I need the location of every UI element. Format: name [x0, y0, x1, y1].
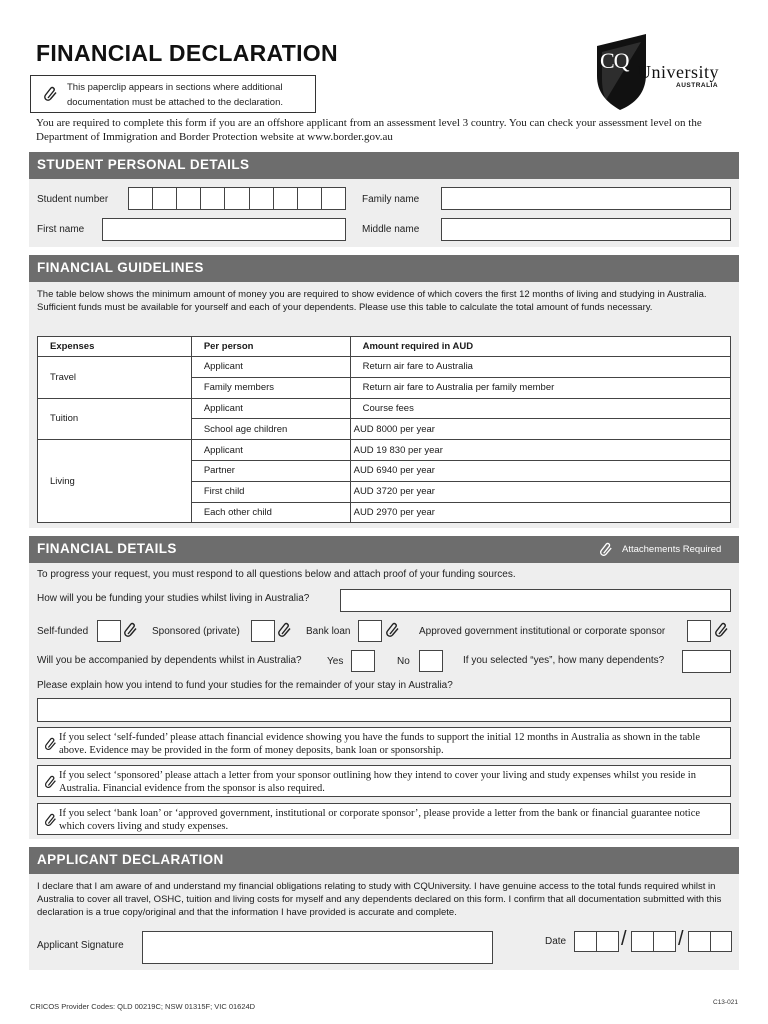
explain-question: Please explain how you intend to fund your studies for the remainder of your stay in Australia? [37, 680, 453, 691]
paperclip-icon [385, 622, 401, 638]
self-funded-note [37, 727, 731, 759]
table-cell: Partner [191, 460, 350, 481]
date-year-field[interactable] [688, 931, 732, 952]
financial-details-intro: To progress your request, you must respond to all questions below and attach proof of your funding sources. [37, 569, 516, 580]
table-row [38, 398, 731, 419]
logo-university-text: University [638, 62, 719, 82]
table-cell: AUD 19 830 per year [350, 440, 730, 461]
bank-loan-checkbox[interactable] [358, 620, 382, 642]
section-heading: FINANCIAL GUIDELINES [37, 260, 204, 275]
expense-group: Living [38, 440, 192, 523]
funding-question: How will you be funding your studies whilst living in Australia? [37, 593, 310, 604]
dependents-yes-checkbox[interactable] [351, 650, 375, 672]
section-guidelines-header [29, 255, 739, 282]
paperclip-icon [277, 622, 293, 638]
dependents-count-field[interactable] [682, 650, 731, 673]
section-student-details-header [29, 152, 739, 179]
section-financial-details-header [29, 536, 739, 563]
paperclip-icon [44, 813, 58, 827]
paperclip-icon [123, 622, 139, 638]
date-label: Date [545, 936, 567, 947]
paperclip-legend-text: This paperclip appears in sections where additional documentation must be attached to the declaration. [67, 82, 283, 108]
note-text: If you select ‘self-funded’ please attach financial evidence showing you have the funds to support the initial 12 months in Australia as shown in the table above. Evidence may be provided in the form of money deposits, bank loan or sponsorship. [59, 732, 701, 756]
section-declaration [29, 874, 739, 970]
page-title: FINANCIAL DECLARATION [36, 40, 338, 66]
guidelines-table [37, 336, 731, 523]
table-cell: Return air fare to Australia [350, 357, 730, 378]
declaration-text: I declare that I am aware of and understand my financial obligations relating to study with CQUniversity. I have genuine access to the total funds required whilst in Australia to cover all travel, OSHC, tuition and living costs for myself and any dependents declared on this form. I confirm that all documentation submitted with this declaration is a true copy/original and that the information I have provided is accurate and complete. [37, 881, 722, 918]
table-cell: Applicant [191, 357, 350, 378]
family-name-label: Family name [362, 194, 420, 205]
funding-answer-field[interactable] [340, 589, 731, 612]
table-cell: Applicant [191, 398, 350, 419]
signature-label: Applicant Signature [37, 940, 124, 951]
note-text: If you select ‘sponsored’ please attach a letter from your sponsor outlining how they intend to cover your living and study expenses whilst you reside in Australia. Financial evidence from the sponsor is also required. [59, 770, 696, 794]
logo-country-text: AUSTRALIA [676, 82, 719, 89]
table-header-row [38, 337, 731, 357]
table-cell: Course fees [350, 398, 730, 419]
self-funded-checkbox[interactable] [97, 620, 121, 642]
section-declaration-header [29, 847, 739, 874]
section-financial-details [29, 563, 739, 839]
cricos-footer: CRICOS Provider Codes: QLD 00219C; NSW 01315F; VIC 01624D [30, 1002, 256, 1011]
note-text: If you select ‘bank loan’ or ‘approved government, institutional or corporate sponsor’, please provide a letter from the bank or financial guarantee notice which covers living and study expenses. [59, 808, 701, 832]
guidelines-text: The table below shows the minimum amount of money you are required to show evidence of which covers the first 12 months of living and studying in Australia. Sufficient funds must be available for yourself and each of your dependents. Please use this table to calculate the total amount of funds necessary. [37, 289, 707, 313]
paperclip-icon [714, 622, 730, 638]
date-month-field[interactable] [631, 931, 676, 952]
bank-loan-label: Bank loan [306, 626, 351, 637]
table-cell: Return air fare to Australia per family member [350, 377, 730, 398]
dependents-no-checkbox[interactable] [419, 650, 443, 672]
paperclip-legend [30, 75, 316, 113]
table-header: Expenses [38, 337, 192, 357]
date-separator: / [678, 928, 684, 950]
self-funded-label: Self-funded [37, 626, 89, 637]
table-cell: AUD 2970 per year [350, 502, 730, 523]
section-heading: FINANCIAL DETAILS [37, 541, 177, 556]
paperclip-icon [599, 542, 614, 557]
no-label: No [397, 656, 410, 667]
signature-field[interactable] [142, 931, 493, 964]
sponsored-checkbox[interactable] [251, 620, 275, 642]
bank-loan-note [37, 803, 731, 835]
attachments-required-label: Attachements Required [622, 544, 722, 555]
yes-label: Yes [327, 656, 344, 667]
approved-sponsor-checkbox[interactable] [687, 620, 711, 642]
middle-name-field[interactable] [441, 218, 731, 241]
explain-answer-field[interactable] [37, 698, 731, 722]
table-header: Per person [191, 337, 350, 357]
date-day-field[interactable] [574, 931, 619, 952]
table-row [38, 440, 731, 461]
table-cell: AUD 8000 per year [350, 419, 730, 440]
student-number-field[interactable] [128, 187, 346, 210]
sponsored-label: Sponsored (private) [152, 626, 240, 637]
section-heading: APPLICANT DECLARATION [37, 852, 224, 867]
first-name-label: First name [37, 224, 85, 235]
section-heading: STUDENT PERSONAL DETAILS [37, 157, 250, 172]
section-student-details [29, 179, 739, 247]
form-code: C13-021 [713, 999, 738, 1006]
first-name-field[interactable] [102, 218, 346, 241]
table-cell: AUD 3720 per year [350, 481, 730, 502]
intro-text: You are required to complete this form if you are an offshore applicant from an assessment level 3 country. You can check your assessment level on the Department of Immigration and Border Protection website at www.border.gov.au [36, 117, 702, 143]
expense-group: Travel [38, 357, 192, 399]
family-name-field[interactable] [441, 187, 731, 210]
paperclip-icon [43, 86, 59, 102]
middle-name-label: Middle name [362, 224, 420, 235]
table-header: Amount required in AUD [350, 337, 730, 357]
how-many-dependents-label: If you selected “yes”, how many dependents? [463, 655, 665, 666]
approved-sponsor-label: Approved government institutional or corporate sponsor [419, 626, 666, 637]
table-cell: School age children [191, 419, 350, 440]
sponsored-note [37, 765, 731, 797]
paperclip-icon [44, 775, 58, 789]
table-cell: First child [191, 481, 350, 502]
table-cell: AUD 6940 per year [350, 460, 730, 481]
paperclip-icon [44, 737, 58, 751]
dependents-question: Will you be accompanied by dependents whilst in Australia? [37, 655, 302, 666]
table-cell: Each other child [191, 502, 350, 523]
table-cell: Applicant [191, 440, 350, 461]
table-row [38, 357, 731, 378]
expense-group: Tuition [38, 398, 192, 440]
date-separator: / [621, 928, 627, 950]
student-number-label: Student number [37, 194, 109, 205]
cquniversity-logo [594, 34, 734, 114]
logo-cq-text: CQ [600, 48, 629, 73]
table-cell: Family members [191, 377, 350, 398]
